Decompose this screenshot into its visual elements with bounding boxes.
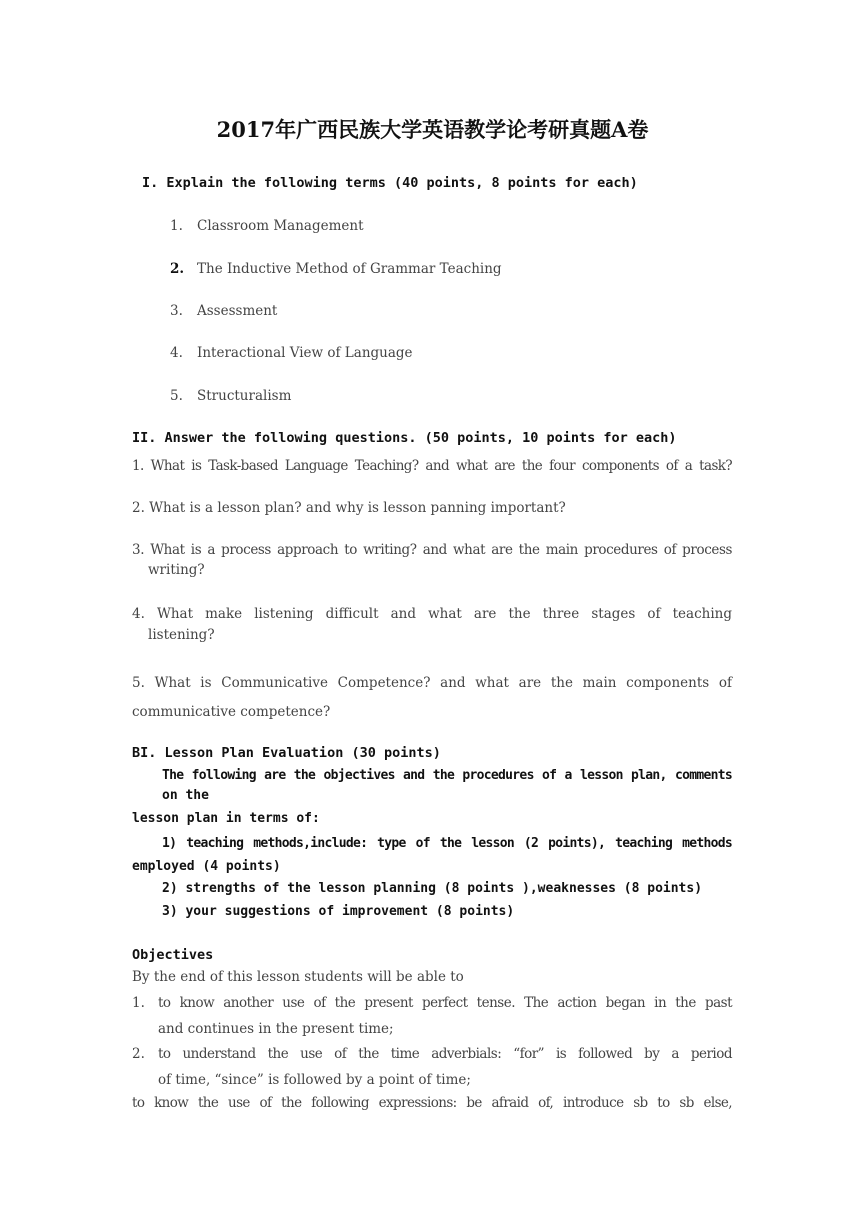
question-3: 3. What is a process approach to writing? and what are the main procedures of process <box>132 542 732 558</box>
term-number: 1. <box>170 218 183 234</box>
objective-number: 1. <box>132 995 145 1011</box>
term-number: 5. <box>170 388 183 404</box>
term-item: Assessment <box>197 303 278 319</box>
question-2: 2. What is a lesson plan? and why is lesson panning important? <box>132 500 566 516</box>
objective-item-continued: and continues in the present time; <box>158 1021 394 1037</box>
section-1-heading: I. Explain the following terms (40 points, 8 points for each) <box>142 175 638 191</box>
objectives-intro: By the end of this lesson students will be able to <box>132 969 464 985</box>
page-title: 2017年广西民族大学英语教学论考研真题A卷 <box>216 117 649 142</box>
term-item: Structuralism <box>197 388 292 404</box>
section-3-heading: BI. Lesson Plan Evaluation (30 points) <box>132 745 441 761</box>
question-3-continued: writing? <box>148 562 205 578</box>
objective-item: to know another use of the present perfect tense. The action began in the past <box>158 995 732 1011</box>
term-item: The Inductive Method of Grammar Teaching <box>197 261 502 277</box>
criterion-1: 1) teaching methods,include: type of the lesson (2 points), teaching methods <box>162 836 732 851</box>
objective-item-continued: of time, “since” is followed by a point of time; <box>158 1072 471 1088</box>
question-4: 4. What make listening difficult and what are the three stages of teaching <box>132 606 732 622</box>
term-number: 4. <box>170 345 183 361</box>
criterion-3: 3) your suggestions of improvement (8 points) <box>162 904 515 919</box>
lesson-plan-intro: The following are the objectives and the procedures of a lesson plan, comments <box>162 768 732 783</box>
term-number: 3. <box>170 303 183 319</box>
term-item: Interactional View of Language <box>197 345 413 361</box>
question-1: 1. What is Task-based Language Teaching? and what are the four components of a task? <box>132 458 732 474</box>
objective-item: to know the use of the following expressions: be afraid of, introduce sb to sb else, <box>132 1095 732 1111</box>
objectives-heading: Objectives <box>132 947 214 963</box>
question-5-continued: communicative competence? <box>132 704 331 720</box>
term-item: Classroom Management <box>197 218 364 234</box>
question-4-continued: listening? <box>148 627 215 643</box>
lesson-plan-intro-continued: on the <box>162 788 209 803</box>
objective-number: 2. <box>132 1046 145 1062</box>
question-5: 5. What is Communicative Competence? and what are the main components of <box>132 675 732 691</box>
criterion-1-continued: employed (4 points) <box>132 859 281 874</box>
criterion-2: 2) strengths of the lesson planning (8 points ),weaknesses (8 points) <box>162 881 703 896</box>
term-number: 2. <box>170 261 185 277</box>
lesson-plan-intro-continued: lesson plan in terms of: <box>132 811 320 826</box>
objective-item: to understand the use of the time adverbials: “for” is followed by a period <box>158 1046 732 1062</box>
section-2-heading: II. Answer the following questions. (50 points, 10 points for each) <box>132 430 677 446</box>
